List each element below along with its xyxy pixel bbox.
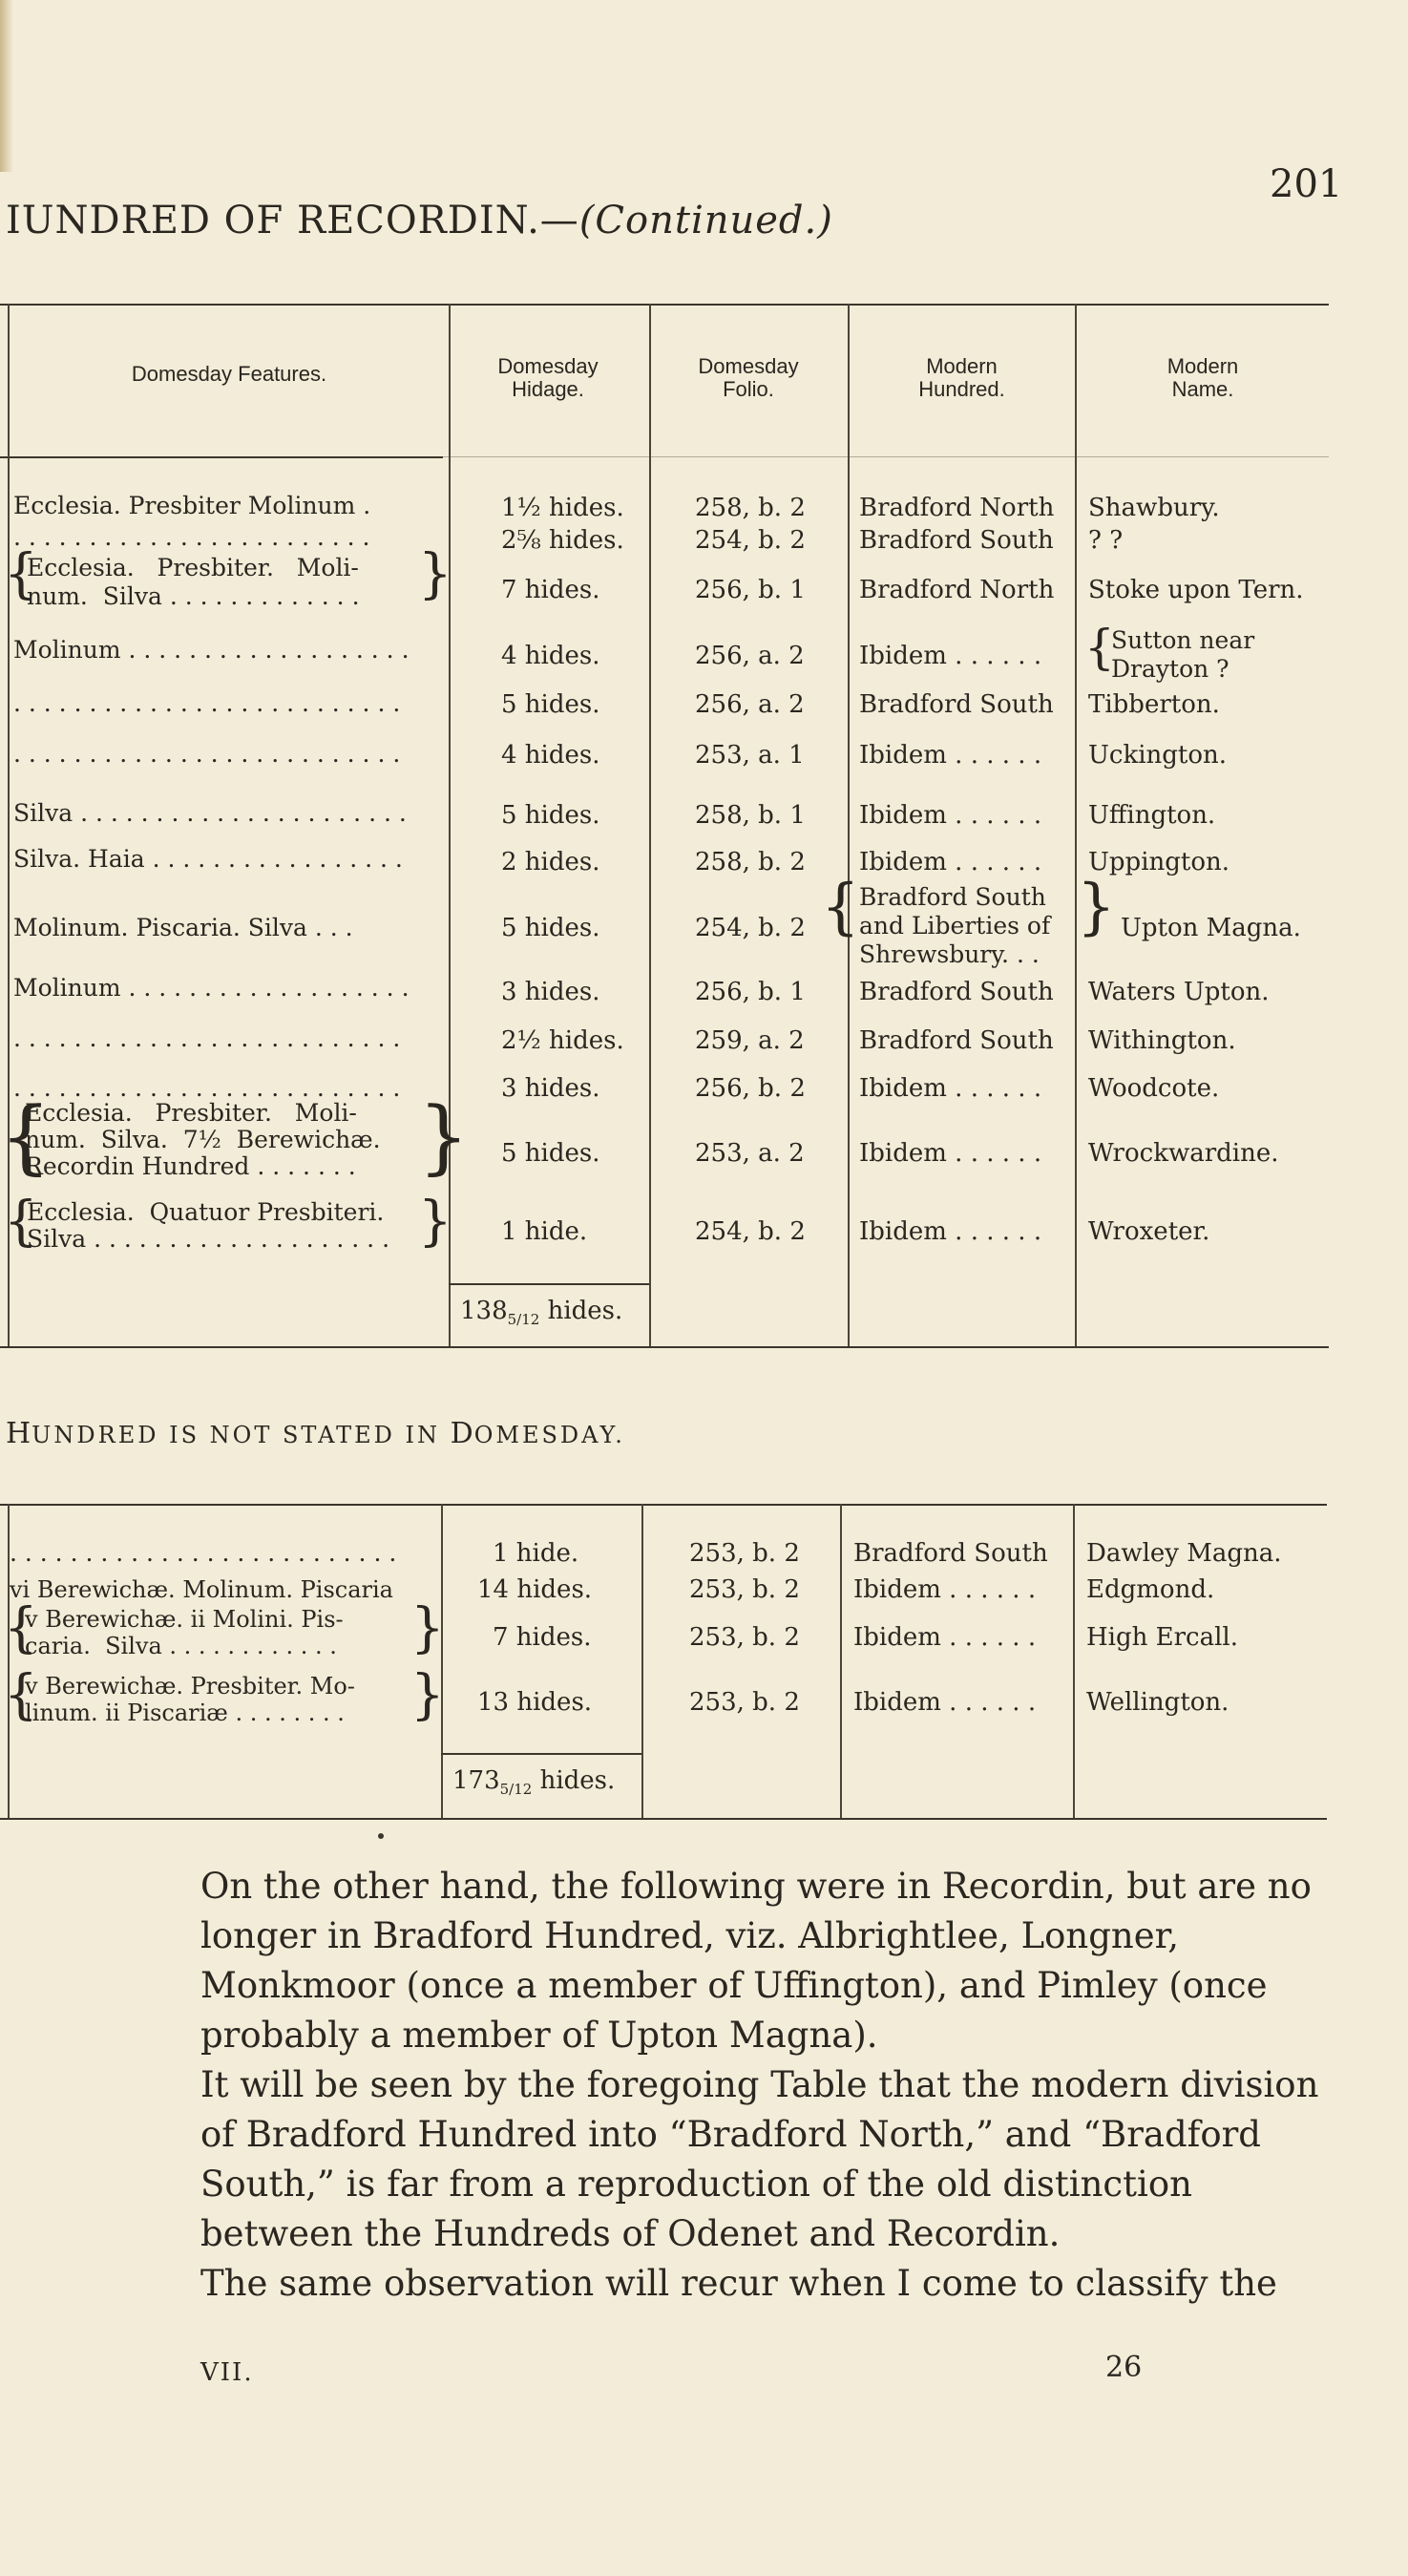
table-row-folio: 258, b. 2	[695, 494, 806, 522]
table-row-hidage: 13 hides.	[477, 1688, 593, 1717]
brace-icon: {	[0, 1089, 52, 1183]
table-row-features: Molinum . . . . . . . . . . . . . . . . . . .	[13, 974, 410, 1002]
table-row-name: High Ercall.	[1086, 1623, 1239, 1652]
table-row-name: Sutton near Drayton ?	[1111, 626, 1255, 683]
header-domesday-hidage: Domesday Hidage.	[497, 354, 599, 401]
table-row-name: Wrockwardine.	[1088, 1139, 1279, 1168]
table-row-name: Upton Magna.	[1121, 914, 1301, 942]
header-modern-hundred: Modern Hundred.	[918, 354, 1005, 401]
total-number: 138	[460, 1297, 508, 1325]
table-row-hundred: Bradford North	[859, 576, 1055, 604]
table-row-hundred: Ibidem . . . . . .	[859, 741, 1042, 770]
table-row-features: Ecclesia. Quatuor Presbiteri. Silva . . . . . . . . . . . . . . . . . . . .	[27, 1198, 390, 1253]
table-row-hundred: Ibidem . . . . . .	[859, 848, 1042, 876]
table-row-hidage: 5 hides.	[501, 1139, 600, 1168]
table2-col-line	[641, 1504, 643, 1818]
table1-bottom-rule	[0, 1346, 1329, 1348]
table-row-features: . . . . . . . . . . . . . . . . . . . . . . . . . .	[10, 1539, 397, 1567]
table-row-features: Ecclesia. Presbiter. Moli- num. Silva . . . . . . . . . . . . .	[27, 554, 360, 610]
table2-col-line	[441, 1504, 443, 1818]
running-head-title: IUNDRED OF RECORDIN.—	[6, 199, 579, 243]
total-number: 173	[452, 1766, 500, 1795]
section-caption	[6, 1417, 625, 1450]
table-row-hidage: 7 hides.	[501, 576, 600, 604]
table-row-features: Ecclesia. Presbiter. Moli- num. Silva. 7½ Berewichæ. Recordin Hundred . . . . . . .	[25, 1099, 381, 1180]
page-edge-shading	[0, 0, 13, 172]
table2-total-rule	[441, 1753, 641, 1755]
table-row-name: ? ?	[1088, 526, 1124, 555]
table-row-name: Wroxeter.	[1088, 1217, 1210, 1246]
table-row-name: Dawley Magna.	[1086, 1539, 1282, 1568]
table1-header-rule-b	[443, 456, 1329, 457]
brace-icon: }	[418, 543, 452, 605]
table-row-name: Uffington.	[1088, 801, 1216, 830]
table1-col-line	[848, 304, 850, 1346]
sheet-number: 26	[1105, 2351, 1143, 2384]
brace-icon: {	[4, 1664, 38, 1726]
table-row-hidage: 2⅝ hides.	[501, 526, 624, 555]
table-row-hidage: 5 hides.	[501, 914, 600, 942]
table-row-hidage: 1 hide.	[501, 1217, 588, 1246]
brace-icon: {	[821, 872, 860, 942]
brace-icon: }	[418, 1089, 470, 1183]
caption-part: OMESDAY.	[473, 1422, 625, 1448]
caption-part: H	[6, 1417, 32, 1450]
table-row-features: v Berewichæ. Presbiter. Mo- linum. ii Piscariæ . . . . . . . .	[25, 1673, 355, 1726]
running-head	[6, 199, 833, 243]
table-row-folio: 256, b. 2	[695, 1074, 806, 1103]
table-row-name: Stoke upon Tern.	[1088, 576, 1304, 604]
table-row-hundred: Ibidem . . . . . .	[853, 1688, 1037, 1717]
table-row-name: Withington.	[1088, 1026, 1236, 1055]
table1-col-line	[1075, 304, 1077, 1346]
table-row-hundred: Bradford South	[859, 526, 1054, 555]
table-row-folio: 253, b. 2	[689, 1575, 800, 1604]
table-row-folio: 258, b. 2	[695, 848, 806, 876]
table2-col-line	[1073, 1504, 1075, 1818]
paragraph-2: It will be seen by the foregoing Table that the modern division of Bradford Hundred into “Bradford North,” and “Bradford South,” is far from a reproduction of the old distinction between the Hundreds of Odenet and Recordin.	[200, 2064, 1319, 2254]
total-unit: hides.	[539, 1297, 623, 1325]
table-row-hundred: Bradford South	[859, 690, 1054, 719]
table-row-features: . . . . . . . . . . . . . . . . . . . . . . . . . .	[13, 1074, 401, 1102]
table-row-features: Molinum . . . . . . . . . . . . . . . . . . .	[13, 636, 410, 664]
table-row-folio: 253, b. 2	[689, 1623, 800, 1652]
table-row-hundred: Ibidem . . . . . .	[853, 1575, 1037, 1604]
total-fraction: 5/12	[507, 1311, 540, 1329]
table1-total-rule	[449, 1283, 649, 1285]
table-row-hidage: 2 hides.	[501, 848, 600, 876]
signature-mark: VII.	[200, 2358, 254, 2387]
table-row-hundred: Ibidem . . . . . .	[853, 1623, 1037, 1652]
table-row-name: Waters Upton.	[1088, 978, 1270, 1006]
table-row-hundred: Bradford South	[853, 1539, 1048, 1568]
table1-top-rule	[0, 304, 1329, 306]
brace-icon: {	[1084, 620, 1115, 675]
table-row-hundred: Bradford South and Liberties of Shrewsbury. . .	[859, 883, 1051, 968]
table-row-features: Molinum. Piscaria. Silva . . .	[13, 914, 353, 941]
table-row-hidage: 3 hides.	[501, 1074, 600, 1103]
header-domesday-features: Domesday Features.	[131, 362, 327, 386]
table-row-features: . . . . . . . . . . . . . . . . . . . . . . . . . .	[13, 740, 401, 768]
table-row-features: . . . . . . . . . . . . . . . . . . . . . . . . . .	[13, 689, 401, 717]
table-row-hidage: 3 hides.	[501, 978, 600, 1006]
header-domesday-folio: Domesday Folio.	[698, 354, 799, 401]
table-row-features: v Berewichæ. ii Molini. Pis- caria. Silva . . . . . . . . . . . .	[25, 1606, 344, 1659]
page-number: 201	[1270, 162, 1343, 206]
table-row-name: Wellington.	[1086, 1688, 1229, 1717]
header-modern-name: Modern Name.	[1166, 354, 1239, 401]
brace-icon: }	[410, 1664, 445, 1726]
brace-icon: {	[4, 543, 38, 605]
table2-col-line	[840, 1504, 842, 1818]
table-row-name: Shawbury.	[1088, 494, 1220, 522]
table-row-features: Ecclesia. Presbiter Molinum .	[13, 492, 371, 519]
table-row-folio: 253, a. 2	[695, 1139, 805, 1168]
brace-icon: {	[4, 1597, 38, 1659]
table2-bottom-rule	[0, 1818, 1327, 1820]
table1-header-rule-a	[0, 456, 443, 458]
table-row-name: Uckington.	[1088, 741, 1228, 770]
total-unit: hides.	[532, 1766, 616, 1795]
table-row-hidage: 5 hides.	[501, 801, 600, 830]
table-row-folio: 254, b. 2	[695, 914, 806, 942]
table-row-hidage: 4 hides.	[501, 741, 600, 770]
printer-mark	[378, 1833, 384, 1839]
table-row-name: Edgmond.	[1086, 1575, 1215, 1604]
table-row-hundred: Bradford South	[859, 978, 1054, 1006]
table1-col-line	[649, 304, 651, 1346]
table-row-folio: 254, b. 2	[695, 526, 806, 555]
table-row-hundred: Bradford South	[859, 1026, 1054, 1055]
table-row-name: Uppington.	[1088, 848, 1230, 876]
table-row-folio: 253, b. 2	[689, 1539, 800, 1568]
table-row-features: . . . . . . . . . . . . . . . . . . . . . . . .	[13, 523, 370, 551]
table-row-hundred: Ibidem . . . . . .	[859, 1217, 1042, 1246]
caption-part: UNDRED IS NOT STATED IN	[32, 1422, 451, 1448]
table-row-hidage: 2½ hides.	[501, 1026, 624, 1055]
table-row-hidage: 4 hides.	[501, 642, 600, 670]
table-row-features: . . . . . . . . . . . . . . . . . . . . . . . . . .	[13, 1024, 401, 1052]
paragraph-1: On the other hand, the following were in Recordin, but are no longer in Bradford Hundred, viz. Albrightlee, Longner, Monkmoor (once a member of Uffington), and Pimley (once probably a member of Upton Magna).	[200, 1866, 1312, 2056]
table2-top-rule	[0, 1504, 1327, 1506]
table-row-name: Tibberton.	[1088, 690, 1220, 719]
brace-icon: }	[410, 1597, 445, 1659]
brace-icon: }	[1077, 872, 1116, 942]
table-row-folio: 253, a. 1	[695, 741, 805, 770]
table-row-hundred: Ibidem . . . . . .	[859, 801, 1042, 830]
caption-part: D	[450, 1417, 474, 1450]
total-fraction: 5/12	[499, 1781, 533, 1799]
table-row-hundred: Bradford North	[859, 494, 1055, 522]
table-row-folio: 258, b. 1	[695, 801, 806, 830]
table-row-hidage: 14 hides.	[477, 1575, 593, 1604]
paragraph-3: The same observation will recur when I come to classify the	[200, 2263, 1277, 2304]
table-row-hundred: Ibidem . . . . . .	[859, 642, 1042, 670]
table-row-features: Silva . . . . . . . . . . . . . . . . . . . . . .	[13, 799, 407, 827]
table-row-hidage: 5 hides.	[501, 690, 600, 719]
table-row-folio: 253, b. 2	[689, 1688, 800, 1717]
table-row-folio: 254, b. 2	[695, 1217, 806, 1246]
running-head-continued: (Continued.)	[578, 199, 833, 243]
table-row-features: Silva. Haia . . . . . . . . . . . . . . . . .	[13, 845, 403, 873]
table-row-features: vi Berewichæ. Molinum. Piscaria	[10, 1576, 393, 1603]
table-row-folio: 256, b. 1	[695, 978, 806, 1006]
table-row-folio: 256, b. 1	[695, 576, 806, 604]
table-row-name: Woodcote.	[1088, 1074, 1220, 1103]
table-row-folio: 256, a. 2	[695, 690, 805, 719]
table-row-hidage: 7 hides.	[493, 1623, 592, 1652]
brace-icon: {	[4, 1191, 38, 1253]
table2-total-hides	[452, 1766, 615, 1798]
brace-icon: }	[418, 1191, 452, 1253]
table-row-hundred: Ibidem . . . . . .	[859, 1139, 1042, 1168]
table-row-hundred: Ibidem . . . . . .	[859, 1074, 1042, 1103]
table-row-folio: 256, a. 2	[695, 642, 805, 670]
table-row-hidage: 1½ hides.	[501, 494, 624, 522]
table-row-hidage: 1 hide.	[493, 1539, 579, 1568]
table1-total-hides	[460, 1297, 622, 1328]
table-row-folio: 259, a. 2	[695, 1026, 805, 1055]
